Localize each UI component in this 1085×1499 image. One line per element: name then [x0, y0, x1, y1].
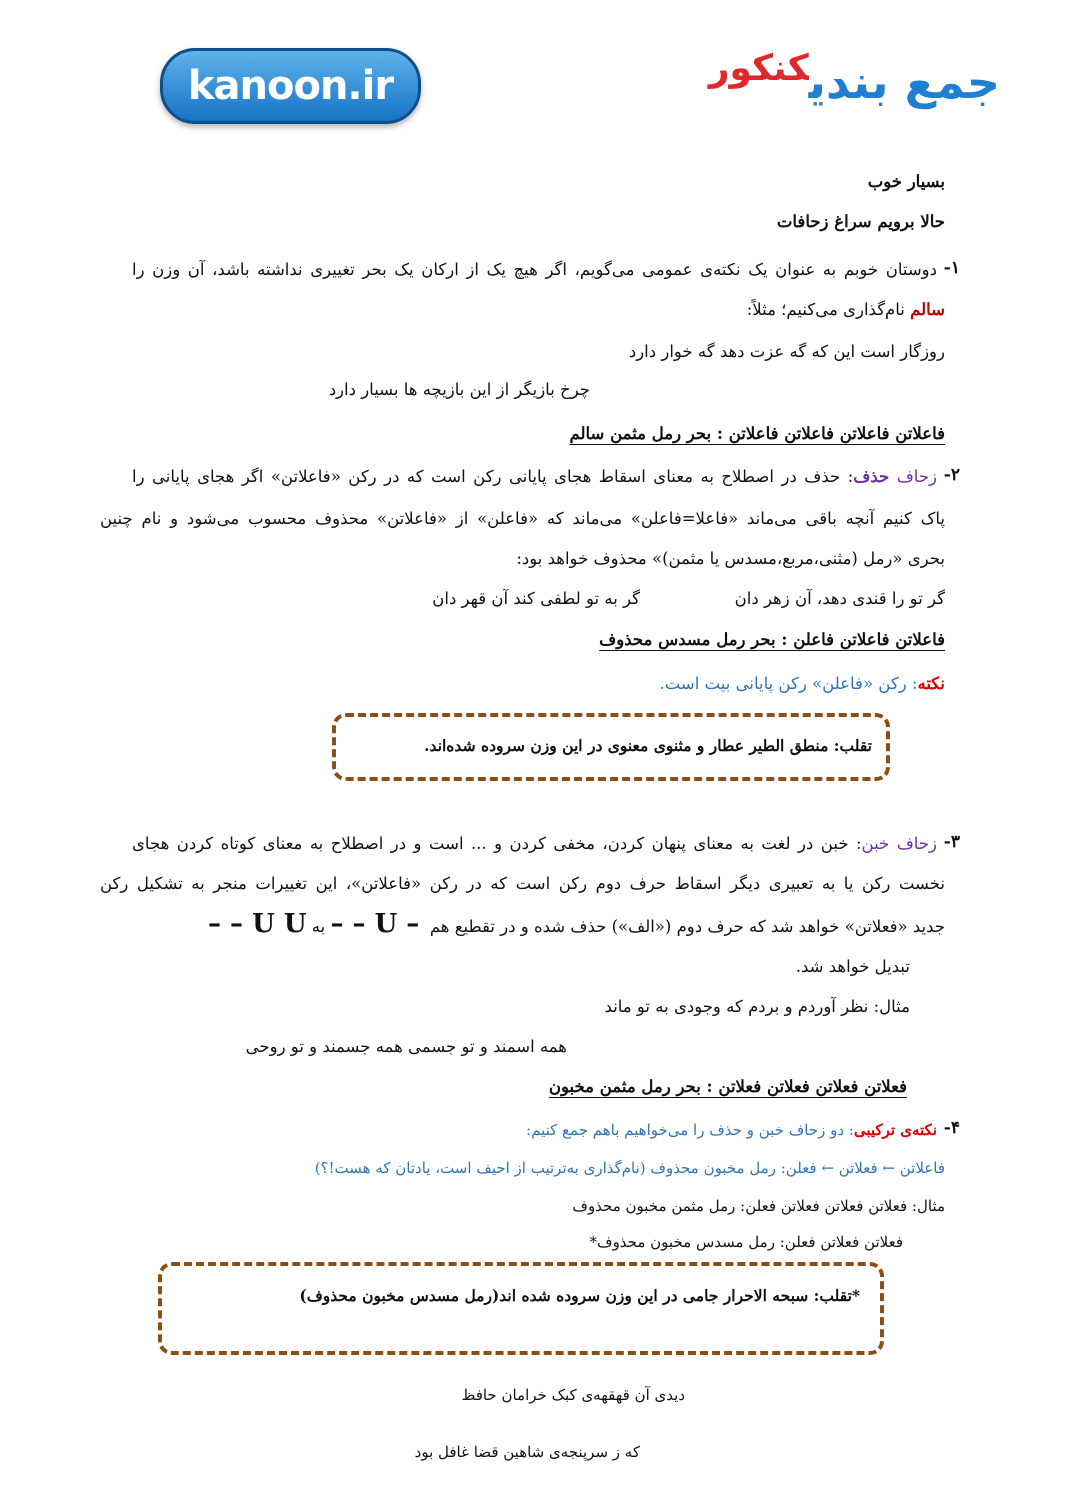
s2-note: نکته: رکن «فاعلن» رکن پایانی بیت است. [659, 674, 945, 693]
section-number: ۲- [943, 465, 960, 485]
s4-example-2: فعلاتن فعلاتن فعلن: رمل مسدس مخبون محذوف* [589, 1233, 903, 1251]
section-number: ۴- [943, 1118, 960, 1138]
s2-text-3: بحری «رمل (مثنی،مربع،مسدس یا مثمن)» محذوف خواهد بود: [516, 549, 945, 568]
jambandi-konkur-logo: جمع بندی$^{کنکور}$ [708, 48, 1000, 109]
s2-poem-2: گر به تو لطفی کند آن قهر دان [432, 589, 640, 608]
s1-poem-1: روزگار است این که گه عزت دهد گه خوار دارد [628, 342, 945, 361]
s3-text-2: نخست رکن یا به تعبیری دیگر اسقاط حرف دوم رکن است که در رکن «فاعلاتن»، این تغییرات منجر به تشکیل رکن [100, 874, 945, 893]
intro-line-1: بسیار خوب [867, 172, 945, 191]
intro-line-2: حالا برویم سراغ زحافات [776, 212, 945, 231]
section-number: ۱- [943, 258, 960, 278]
s3-meter: فعلاتن فعلاتن فعلاتن فعلاتن : بحر رمل مثمن مخبون [548, 1077, 907, 1096]
tip-box [332, 713, 890, 781]
s3-example: مثال: نظر آوردم و بردم که وجودی به تو ماند [604, 997, 910, 1016]
s3-poem-2: همه اسمند و تو جسمی همه جسمند و تو روحی [245, 1037, 567, 1056]
s1-text-2: سالم نام‌گذاری می‌کنیم؛ مثلاً: [746, 300, 945, 319]
kanoon-logo: kanoon.ir [160, 48, 421, 124]
s2-text-2: پاک کنیم آنچه باقی می‌ماند «فاعلا=فاعلن» می‌ماند که «فاعلن» از «فاعلاتن» محذوف محسوب می‌شود و نام چنین [100, 509, 945, 528]
s4-text-1: نکته‌ی ترکیبی: دو زحاف خبن و حذف را می‌خواهیم باهم جمع کنیم: [526, 1121, 937, 1139]
s4-poem-1: دیدی آن قهقهه‌ی کبک خرامان حافظ [461, 1386, 685, 1404]
tip-box [158, 1262, 884, 1355]
s4-chain: فاعلاتن ← فعلاتن ← فعلن: رمل مخبون محذوف (نام‌گذاری به‌ترتیب از احیف است، یادتان که هست!؟) [314, 1159, 945, 1177]
s2-text-1: زحاف حذف: حذف در اصطلاح به معنای اسقاط هجای پایانی رکن است که در رکن «فاعلاتن» اگر هجای پایانی را [132, 467, 937, 486]
tip-text: تقلب: منطق الطیر عطار و مثنوی معنوی در این وزن سروده شده‌اند. [424, 736, 872, 755]
s4-example-1: مثال: فعلاتن فعلاتن فعلاتن فعلن: رمل مثمن مخبون محذوف [572, 1197, 945, 1215]
s2-poem-1: گر تو را قندی دهد، آن زهر دان [734, 589, 945, 608]
s3-text-1: زحاف خبن: خبن در لغت به معنای پنهان کردن، مخفی کردن و ... است و در اصطلاح به معنای کوتاه کردن هجای [132, 834, 937, 853]
s3-text-4: تبدیل خواهد شد. [795, 957, 910, 976]
s4-poem-2: که ز سرپنجه‌ی شاهین قضا غافل بود [414, 1443, 640, 1461]
section-number: ۳- [943, 832, 960, 852]
s2-meter: فاعلاتن فاعلاتن فاعلن : بحر رمل مسدس محذوف [599, 630, 945, 649]
s1-meter: فاعلاتن فاعلاتن فاعلاتن فاعلاتن : بحر رمل مثمن سالم [569, 424, 945, 443]
tip-text: *تقلب: سبحه الاحرار جامی در این وزن سروده شده اند(رمل مسدس مخبون محذوف) [299, 1286, 860, 1305]
s1-text-1: دوستان خوبم به عنوان یک نکته‌ی عمومی می‌گویم، اگر هیچ یک از ارکان یک بحر تغییری نداشته باشد، آن وزن را [132, 260, 937, 279]
s3-text-3: جدید «فعلاتن» خواهد شد که حرف دوم («الف») حذف شده و در تقطیع هم – U – – به U U – – [207, 909, 945, 939]
s1-poem-2: چرخ بازیگر از این بازیچه ها بسیار دارد [328, 380, 590, 399]
